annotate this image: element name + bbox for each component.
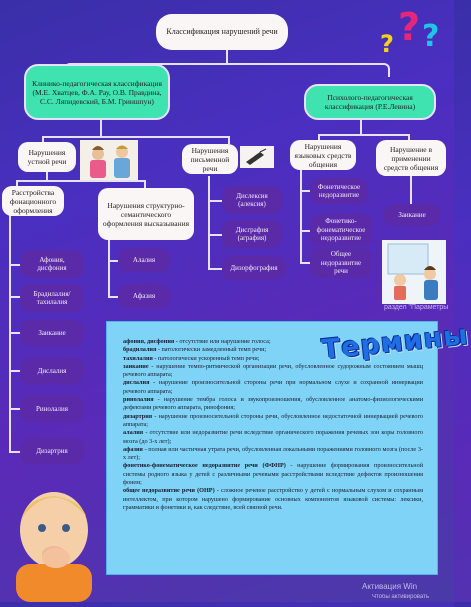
term-entry (123, 379, 423, 396)
phonation-label: Расстройства фонационного оформления (9, 187, 57, 215)
written-item-label: Дизорфография (230, 263, 278, 272)
slide-note-watermark (384, 304, 448, 311)
term-def: - нарушение темпо-ритмической организации речи, обусловленное судорожным состоянием мышц речевого аппарата; (123, 362, 423, 379)
term-name: алалия (123, 429, 144, 437)
term-name: тахилалия (123, 354, 153, 362)
phonation-item (20, 438, 84, 464)
term-def: - патологически ускоренный темп речи; (154, 354, 260, 362)
question-marks-icon (378, 0, 454, 62)
means-item-label: Общее недоразвитие речи (320, 250, 362, 276)
means-use-node (376, 140, 446, 176)
root-label: Классификация нарушений речи (166, 27, 278, 37)
structural-item (118, 248, 170, 272)
term-def: - сложное речевое расстройство у детей с нормальным слухом и сохранным интеллектом, при котором нарушено формирование основных компонентов языковой системы: лексики, грамматики и фонетики и, как следствие, всей связной речи. (123, 487, 424, 511)
means-item (310, 248, 372, 278)
written-item (222, 220, 282, 248)
clinical-classification-node (24, 64, 170, 120)
activation-sub-watermark (372, 594, 429, 600)
term-def: - отсутствие или нарушение голоса; (175, 338, 271, 345)
term-def: - нарушение произносительной стороны речи, обусловленное недостаточной иннервацией речевого аппарата; (123, 412, 424, 428)
structural-label: Нарушения структурно-семантического оформления высказывания (102, 200, 190, 228)
phonation-item (20, 284, 84, 312)
term-name: фонетико-фонематическое недоразвитие речи (ФФНР) (123, 462, 286, 470)
term-entry (123, 429, 423, 446)
psych-classification-node (304, 84, 436, 120)
written-item-label: Дислексия (алексия) (236, 191, 268, 208)
oral-speech-label: Нарушения устной речи (27, 148, 67, 166)
term-entry (123, 396, 423, 413)
svg-text:?: ? (380, 30, 394, 58)
means-use-label: Нарушение в применении средств общения (383, 144, 439, 172)
svg-text:?: ? (398, 5, 421, 49)
slide-note-text: раздел "Параметры (384, 304, 449, 311)
activation-sub-text: Чтобы активировать (372, 594, 429, 600)
written-speech-node (182, 144, 238, 174)
activation-text: Активация Win (362, 582, 418, 591)
phonation-item (20, 358, 84, 384)
term-name: афония, дисфония (123, 338, 175, 345)
written-speech-label: Нарушения письменной речи (190, 145, 230, 173)
therapy-photo (80, 140, 138, 180)
means-item-label: Фонетико-фонематическое недоразвитие (316, 217, 366, 243)
term-entry (123, 413, 423, 430)
psych-classification-label: Психолого-педагогическая классификация (Р.Е.Левина) (324, 93, 416, 111)
activation-watermark (362, 582, 417, 591)
term-def: - нарушение формирования произносительной системы родного языка у детей с различными речевыми расстройствами вследствие дефектов произношения фонем; (123, 462, 424, 487)
phonation-item (20, 320, 84, 346)
clinical-classification-label: Клинико-педагогическая классификация (М.Е. Хватцев, Ф.А. Рау, О.В. Правдина, С.С. Ляпидевский, Б.М. Гриншпун) (32, 78, 162, 106)
term-def: - полная или частичная утрата речи, обусловленная локальными поражениями головного мозга (после 3-х лет); (123, 445, 423, 462)
teacher-child-photo (382, 240, 446, 304)
term-name: ринолалия (123, 396, 154, 404)
term-entry (123, 462, 423, 487)
means-item (310, 214, 372, 246)
term-def: - нарушение тембра голоса и звукопроизношения, обусловленное анатомо-физиологическими дефектами речевого аппарата, ринофония; (123, 396, 424, 412)
phonation-item-label: Афония, дисфония (37, 255, 67, 272)
phonation-item-label: Заикание (38, 328, 66, 337)
structural-item-label: Алалия (132, 255, 156, 264)
structural-node (98, 188, 194, 240)
term-entry (123, 363, 423, 380)
structural-item-label: Афазия (132, 291, 156, 300)
term-entry (123, 487, 423, 512)
structural-item (118, 284, 170, 308)
written-item-label: Дисграфия (аграфия) (235, 225, 269, 242)
phonation-item (20, 396, 84, 422)
root-node (156, 14, 288, 50)
term-def: - патологически замедленный темп речи; (157, 346, 267, 354)
use-item-label: Заикание (398, 210, 426, 219)
term-name: брадилалия (123, 346, 157, 354)
term-def: - отсутствие или недоразвитие речи вследствие органического поражения речевых зон коры головного мозга (до 3-х лет); (123, 429, 424, 445)
phonation-item-label: Дизартрия (36, 446, 68, 455)
language-means-label: Нарушения языковых средств общения (294, 141, 352, 169)
phonation-item-label: Ринолалия (36, 404, 68, 413)
term-name: дизартрия (123, 412, 153, 420)
term-name: дислалия (123, 379, 150, 387)
phonation-item-label: Брадилалия/ тахилалия (33, 289, 71, 306)
phonation-item-label: Дислалия (37, 366, 67, 375)
term-name: общее недоразвитие речи (ОНР) (123, 487, 215, 495)
term-entry (123, 446, 423, 463)
written-item (222, 256, 286, 280)
svg-text:?: ? (422, 19, 440, 54)
term-name: заикание (123, 362, 149, 370)
term-name: афазия (123, 445, 143, 453)
phonation-node (2, 186, 64, 216)
child-photo (0, 478, 104, 602)
term-def: - нарушение произносительной стороны речи при нормальном слухе и сохранной иннервации речевого аппарата; (123, 379, 423, 395)
means-item-label: Фонетическое недоразвитие (317, 182, 361, 199)
written-item (222, 186, 282, 214)
terms-title: Термины (320, 319, 470, 366)
use-item (384, 204, 440, 226)
writing-hand-icon (240, 146, 274, 168)
oral-speech-node (18, 142, 76, 172)
phonation-item (20, 250, 84, 278)
language-means-node (290, 140, 356, 170)
means-item (310, 178, 368, 204)
